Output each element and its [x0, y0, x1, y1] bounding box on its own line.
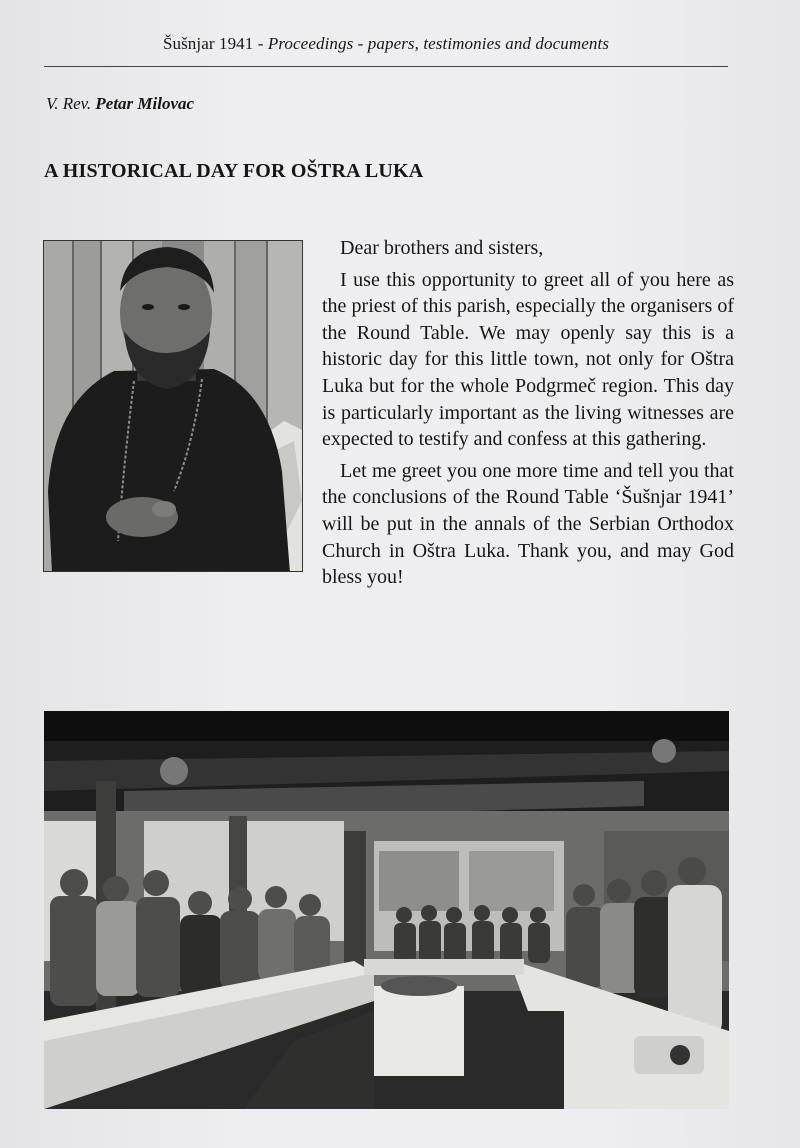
- article-paragraph: Dear brothers and sisters,: [340, 237, 544, 259]
- portrait-photo: [43, 240, 303, 572]
- byline: [46, 94, 194, 114]
- running-head-subtitle: Proceedings - papers, testimonies and documents: [267, 34, 610, 53]
- author-title: V. Rev.: [46, 94, 92, 113]
- article-paragraph: I use this opportunity to greet all of you here as the priest of this parish, especially the organisers of the Round Table. We may openly say this is a historic day for this little town, not only for Oštra Luka but for the whole Podgrmeč region. This day is particularly important as the living witnesses are expected to testify and confess at this gathering.: [322, 268, 734, 451]
- header-rule: [44, 66, 728, 67]
- article-body: [322, 235, 734, 596]
- article-paragraph: Let me greet you one more time and tell you that the conclusions of the Round Table ‘Šušnjar 1941’ will be put in the annals of the Serbian Orthodox Church in Oštra Luka. Thank you, and may God bless you!: [322, 459, 734, 589]
- article-heading: A HISTORICAL DAY FOR OŠTRA LUKA: [44, 160, 424, 182]
- author-name: Petar Milovac: [95, 94, 195, 113]
- running-head: [44, 34, 728, 54]
- round-table-photo: [44, 711, 729, 1109]
- running-head-title: Šušnjar 1941 -: [162, 34, 268, 53]
